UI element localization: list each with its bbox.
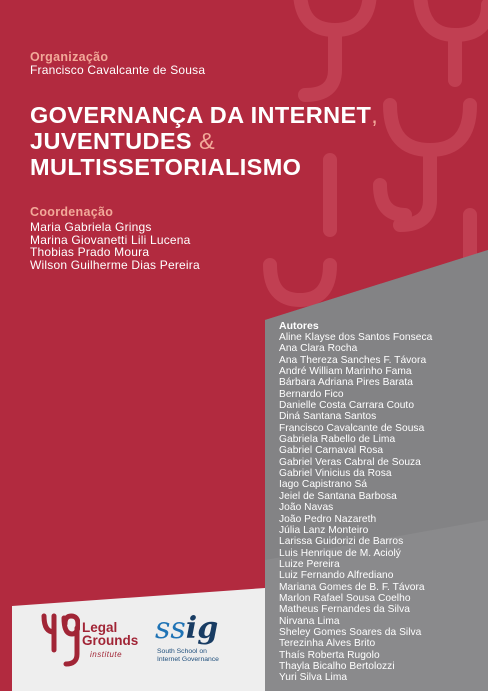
coordenacao-block [30, 205, 200, 271]
autores-label: Autores [279, 320, 319, 332]
ssig-subtitle-line-1: South School on [157, 648, 207, 655]
legal-grounds-line-1: Legal [82, 620, 118, 635]
author-name: Jeiel de Santana Barbosa [279, 490, 397, 502]
coordenador-name: Thobias Prado Moura [30, 245, 150, 259]
ssig-logo [155, 612, 255, 670]
author-name: Larissa Guidorizi de Barros [279, 536, 404, 548]
title-line-3: MULTISSETORIALISMO [30, 154, 302, 180]
legal-grounds-wordmark [82, 621, 138, 647]
coordenador-name: Wilson Guilherme Dias Pereira [30, 257, 200, 272]
title-line-2: JUVENTUDES [30, 128, 193, 154]
ssig-subtitle [157, 648, 219, 664]
book-title [30, 102, 378, 180]
author-name: Gabriela Rabello de Lima [279, 434, 396, 446]
author-name: João Pedro Nazareth [279, 513, 377, 525]
author-name: Luis Henrique de M. Aciolý [279, 547, 401, 559]
legal-grounds-line-2: Grounds [82, 633, 139, 648]
coordenador-name: Marina Giovanetti Lili Lucena [30, 232, 191, 247]
legal-grounds-logo [40, 610, 152, 672]
author-name: Marlon Rafael Sousa Coelho [279, 592, 411, 604]
author-name: Júlia Lanz Monteiro [279, 524, 369, 536]
coordenacao-list [30, 221, 200, 271]
title-ampersand: & [198, 128, 216, 154]
author-name: Gabriel Veras Cabral de Souza [279, 456, 421, 468]
author-name: Aline Klayse dos Santos Fonseca [279, 332, 433, 343]
author-name: Matheus Fernandes da Silva [279, 604, 410, 616]
author-name: Thayla Bicalho Bertolozzi [279, 660, 395, 672]
title-line-1: GOVERNANÇA DA INTERNET [30, 102, 372, 128]
author-name: Francisco Cavalcante de Sousa [279, 422, 425, 434]
author-name: Bernardo Fico [279, 388, 344, 400]
author-name: Nirvana Lima [279, 615, 340, 627]
autores-block [279, 320, 432, 684]
coordenacao-label: Coordenação [30, 205, 114, 219]
ssig-ss: ss [155, 611, 186, 646]
ssig-ig: ig [185, 611, 219, 646]
author-name: Luiz Fernando Alfrediano [279, 570, 394, 582]
author-name: Diná Santana Santos [279, 411, 377, 423]
author-name: Ana Clara Rocha [279, 343, 358, 355]
organizacao-block [30, 50, 205, 77]
author-name: Bárbara Adriana Pires Barata [279, 377, 413, 389]
legal-grounds-mark-icon [40, 610, 80, 670]
author-name: Yuri Silva Lima [279, 672, 348, 684]
title-comma: , [371, 102, 379, 128]
coordenador-name: Maria Gabriela Grings [30, 220, 152, 234]
organizacao-name: Francisco Cavalcante de Sousa [30, 63, 206, 77]
author-name: Gabriel Carnaval Rosa [279, 445, 384, 457]
author-name: Sheley Gomes Soares da Silva [279, 626, 422, 638]
legal-grounds-subtitle: institute [90, 650, 123, 659]
author-name: Iago Capistrano Sá [279, 479, 368, 491]
author-name: Gabriel Vinicius da Rosa [279, 468, 392, 480]
ssig-wordmark [155, 612, 218, 646]
author-name: Mariana Gomes de B. F. Távora [279, 581, 425, 593]
author-name: Thaís Roberta Rugolo [279, 649, 380, 661]
author-name: Terezinha Alves Brito [279, 638, 376, 650]
organizacao-label: Organização [30, 50, 109, 64]
author-name: Luize Pereira [279, 558, 340, 570]
author-name: André William Marinho Fama [279, 366, 412, 378]
author-name: João Navas [279, 502, 334, 514]
author-name: Danielle Costa Carrara Couto [279, 400, 415, 412]
ssig-subtitle-line-2: Internet Governance [157, 656, 219, 663]
author-name: Ana Thereza Sanches F. Távora [279, 354, 427, 366]
